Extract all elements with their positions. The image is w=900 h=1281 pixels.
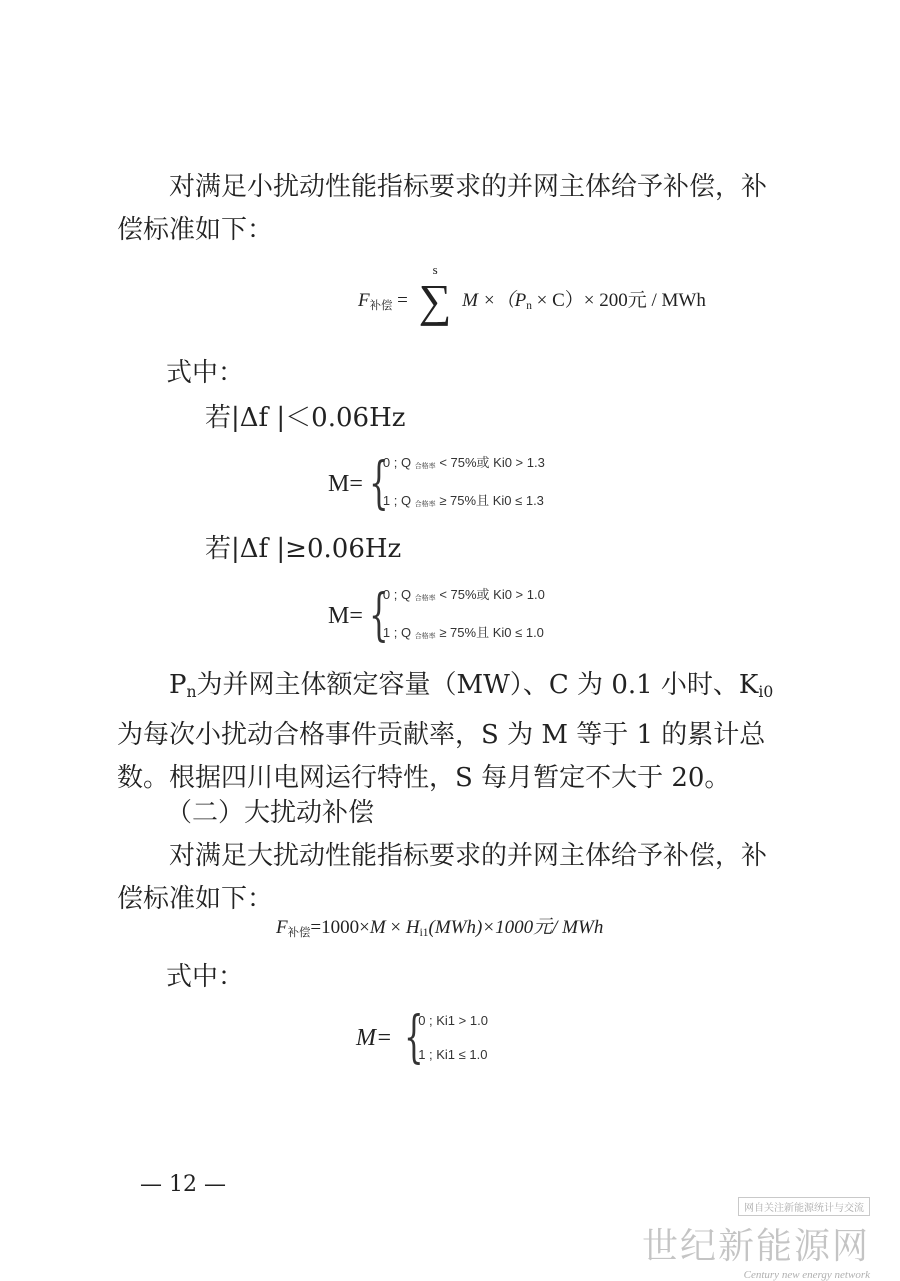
watermark-caption: 网自关注新能源统计与交流 — [738, 1197, 870, 1216]
cases-list — [383, 446, 545, 522]
case-1: 1 ; Q 合格率 ≥ 75%且 Ki0 ≤ 1.3 — [382, 493, 544, 508]
condition-2: 若|Δf |≥0.06Hz — [205, 534, 402, 564]
sum-upper-limit: s — [432, 262, 438, 277]
m-cases-2 — [328, 578, 545, 654]
left-brace-icon: { — [368, 451, 389, 516]
formula-lhs-sub: 补偿 — [369, 299, 393, 312]
left-brace-icon: { — [368, 583, 389, 648]
case-1: 1 ; Q 合格率 ≥ 75%且 Ki0 ≤ 1.0 — [382, 625, 544, 640]
page-number: — 12 — — [140, 1172, 226, 1197]
formula-small-disturbance-compensation — [358, 262, 706, 327]
case-1: 1 ; Ki1 ≤ 1.0 — [418, 1047, 488, 1062]
m-label: M= — [328, 470, 363, 497]
watermark — [642, 1196, 870, 1281]
formula-pn: P — [514, 290, 527, 311]
where-label-2: 式中： — [166, 962, 245, 992]
section-heading-large-disturbance: （二）大扰动补偿 — [166, 798, 375, 828]
cases-list — [418, 1004, 488, 1072]
formula-lhs: F — [358, 290, 370, 311]
where-label-1: 式中： — [166, 358, 245, 388]
formula-large-disturbance-compensation: $F_{补偿}=1000\times M \times H_{i1}(MWh)\times 1000$元/ MWh — [276, 917, 604, 939]
paragraph-large-disturbance-intro: 对满足大扰动性能指标要求的并网主体给予补偿，补偿标准如下： — [117, 841, 768, 914]
watermark-logo-text: 世纪新能源网 — [641, 1226, 870, 1267]
m-cases-1 — [328, 446, 545, 522]
m-label: M= — [356, 1024, 393, 1051]
cases-list — [383, 578, 545, 654]
paragraph-variable-definitions: $P_n$为并网主体额定容量（MW）、C 为 0.1 小时、$K_{i0}$为每次小扰动合格事件贡献率，S 为 M 等于 1 的累计总数。根据四川电网运行特性，S 每月暂定不大于 20。 — [117, 670, 774, 793]
case-0: 0 ; Q 合格率 < 75%或 Ki0 > 1.0 — [382, 587, 545, 602]
formula-body-post: × C）× 200元 / MWh — [536, 290, 706, 311]
formula-body-pre: M ×（ — [462, 290, 515, 311]
sum-symbol: ∑ s — [418, 262, 452, 326]
watermark-english: Century new energy network — [743, 1269, 870, 1281]
case-0: 0 ; Ki1 > 1.0 — [418, 1013, 488, 1028]
formula-equals: = — [397, 290, 408, 311]
left-brace-icon: { — [404, 1005, 424, 1070]
m-cases-3 — [356, 1004, 488, 1072]
condition-1: 若|Δf |＜0.06Hz — [205, 403, 406, 433]
paragraph-small-disturbance-intro: 对满足小扰动性能指标要求的并网主体给予补偿，补偿标准如下： — [117, 172, 768, 245]
formula-pn-sub: n — [526, 299, 532, 312]
case-0: 0 ; Q 合格率 < 75%或 Ki0 > 1.3 — [382, 455, 545, 470]
m-label: M= — [328, 602, 363, 629]
